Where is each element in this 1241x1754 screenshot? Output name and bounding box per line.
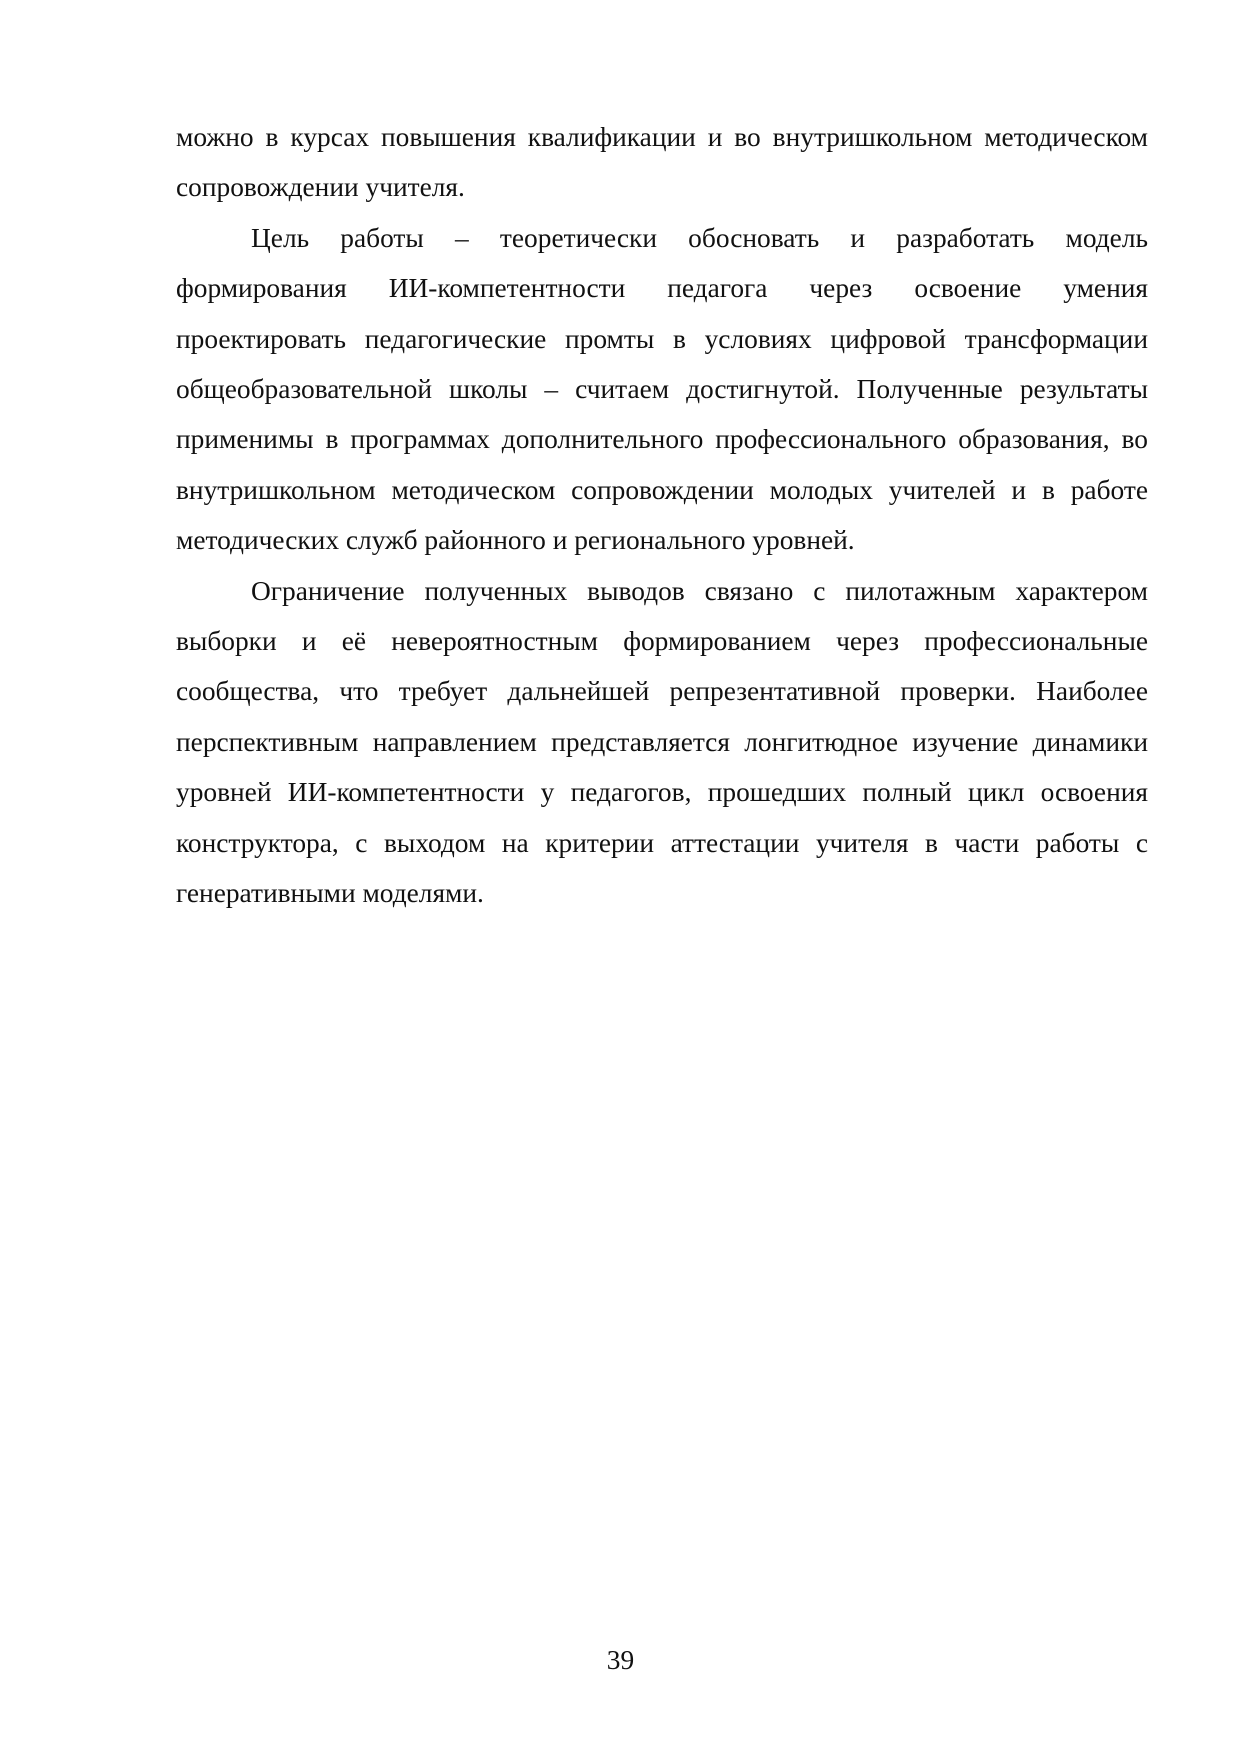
paragraph-continuation: можно в курсах повышения квалификации и во внутришкольном методическом сопровождении учителя. (176, 122, 1148, 203)
paragraph-goal: Цель работы – теоретически обосновать и разработать модель формирования ИИ-компетентности педагога через освоение умения проектировать педагогические промты в условиях цифровой трансформации общеобразовательной школы – считаем достигнутой. Полученные результаты применимы в программах дополнительного профессионального образования, во внутришкольном методическом сопровождении молодых учителей и в работе методических служб районного и регионального уровней. (176, 222, 1148, 556)
paragraph-limitations: Ограничение полученных выводов связано с пилотажным характером выборки и её невероятностным формированием через профессиональные сообщества, что требует дальнейшей репрезентативной проверки. Наиболее перспективным направлением представляется лонгитюдное изучение динамики уровней ИИ-компетентности у педагогов, прошедших полный цикл освоения конструктора, с выходом на критерии аттестации учителя в части работы с генеративными моделями. (176, 575, 1148, 909)
page-number: 39 (606, 1645, 635, 1675)
document-body (176, 112, 1148, 919)
